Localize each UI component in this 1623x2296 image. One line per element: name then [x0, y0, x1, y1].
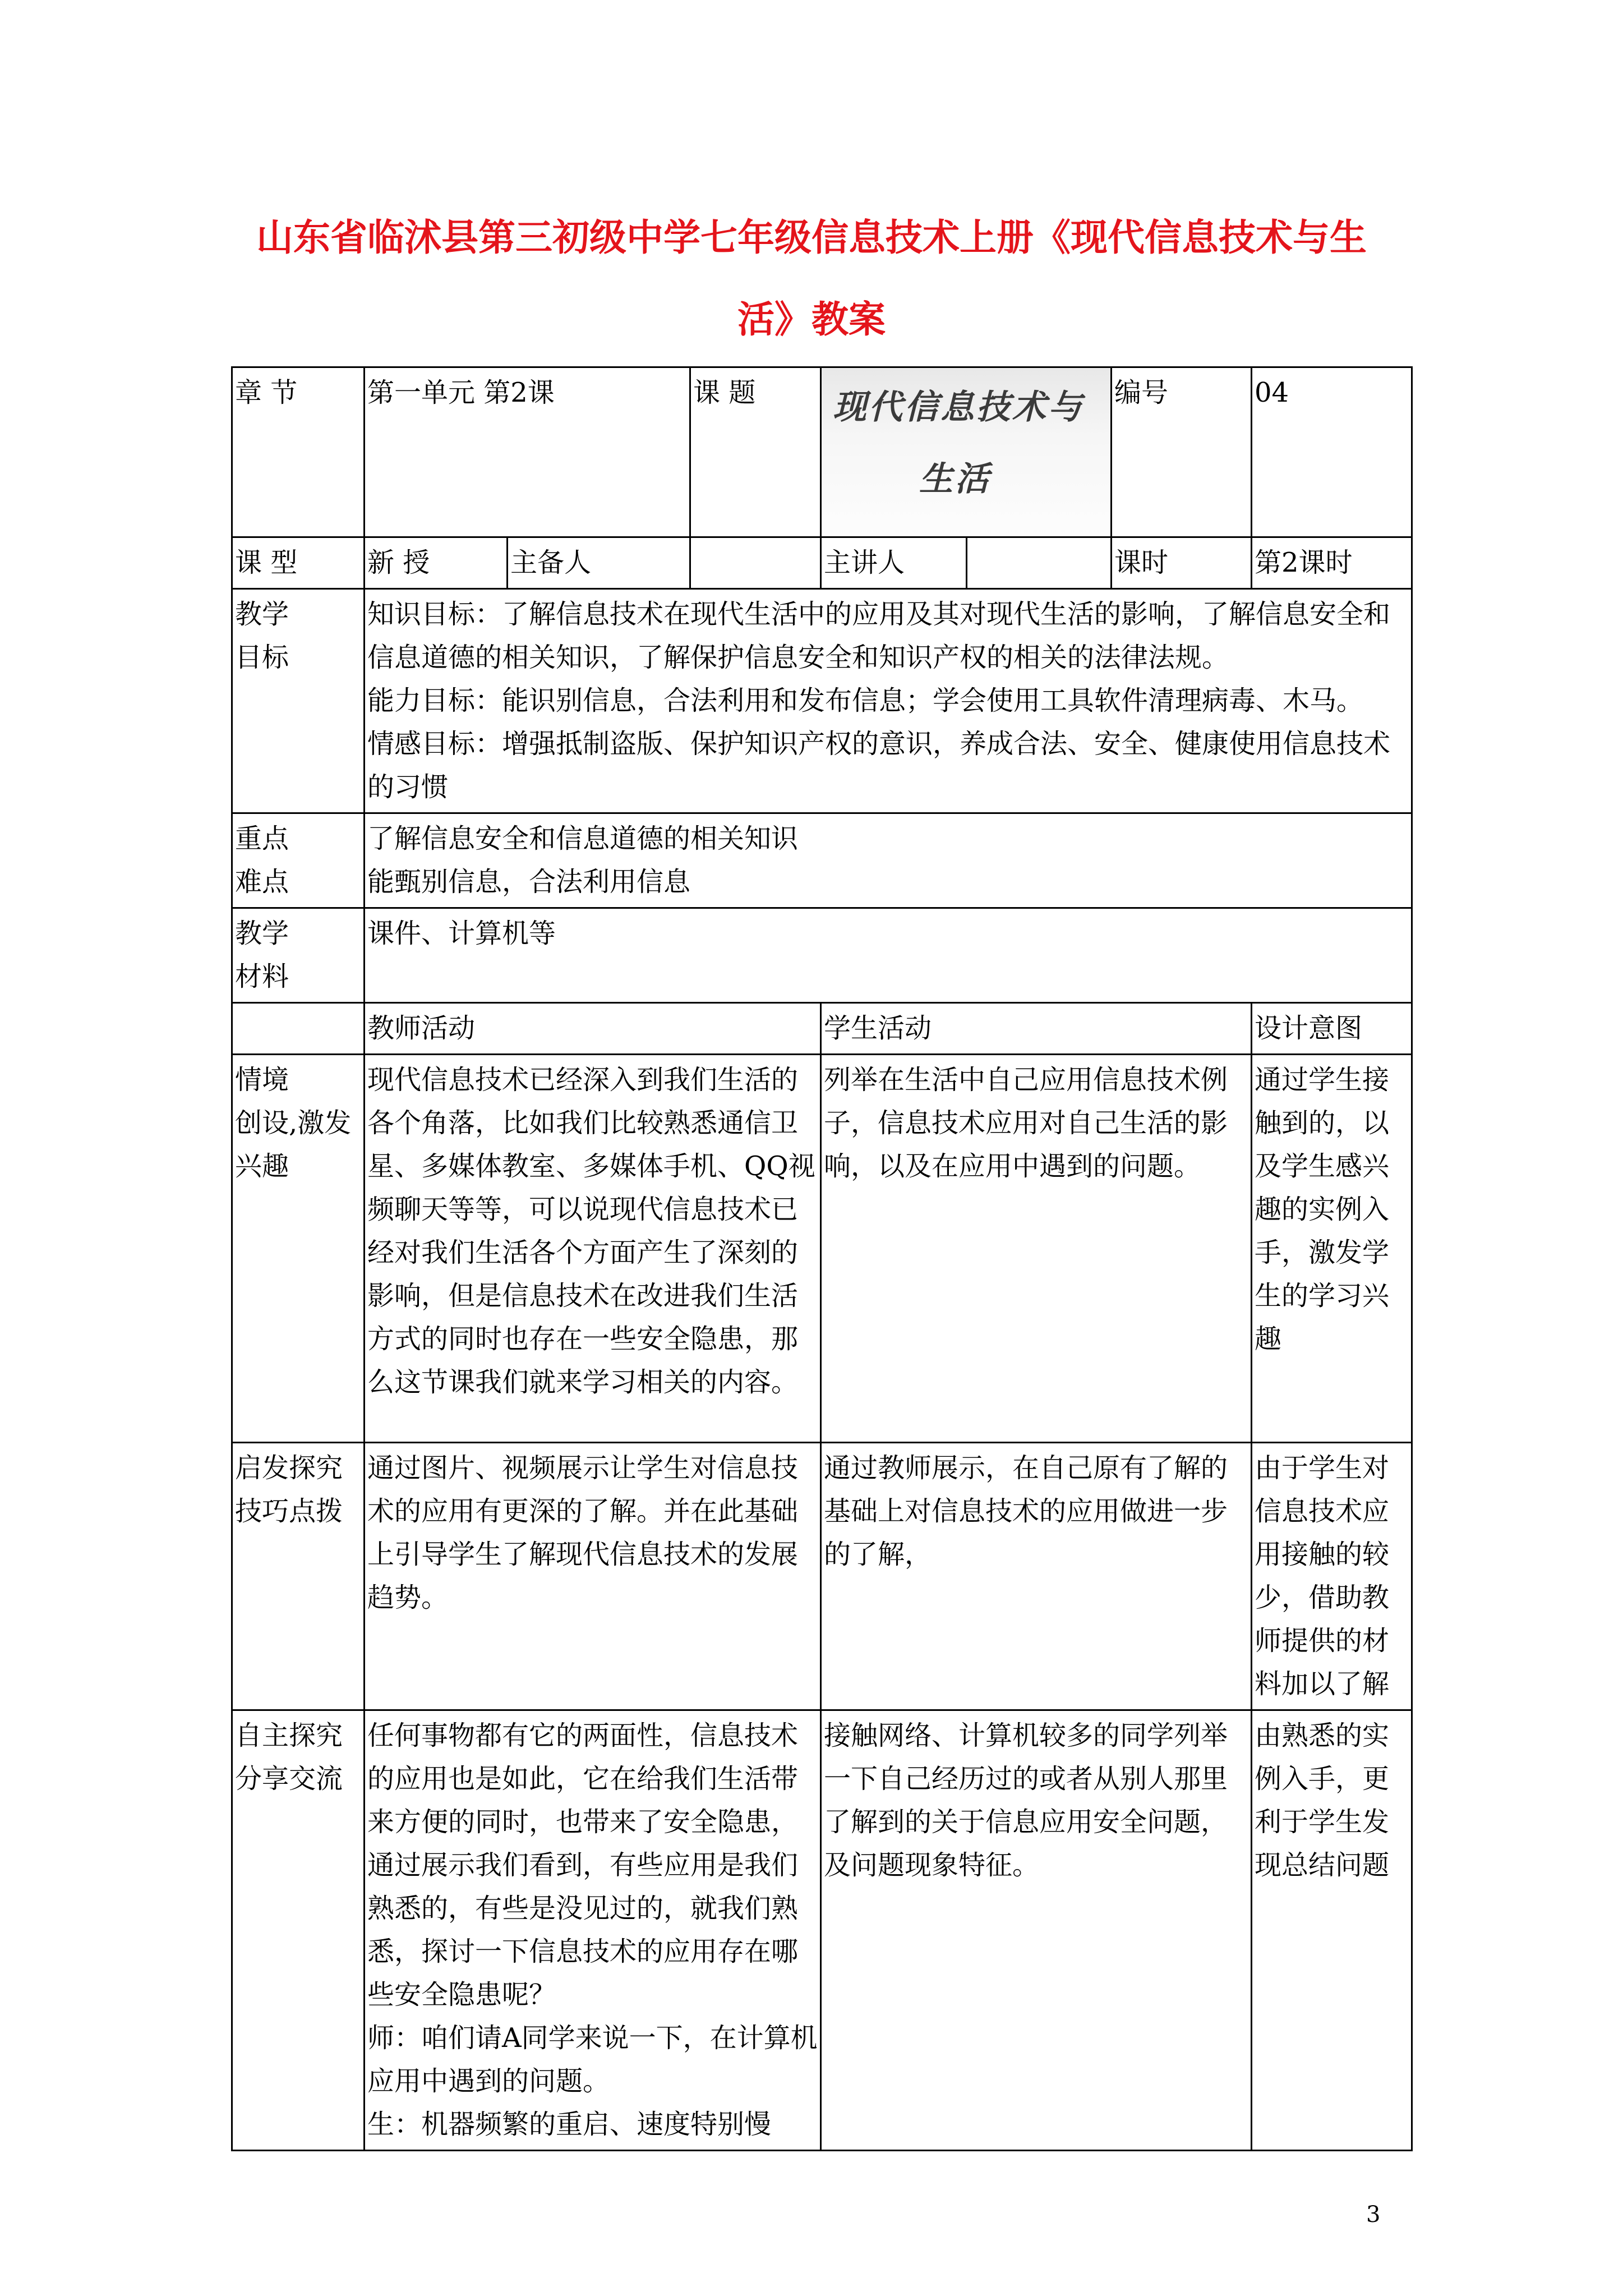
topic-value-line1: 现代信息技术与 — [833, 388, 1084, 427]
design-intent: 通过学生接触到的，以及学生感兴趣的实例入手，激发学生的学习兴趣 — [1252, 1055, 1412, 1443]
design-intent-header: 设计意图 — [1252, 1003, 1412, 1055]
type-label: 课 型 — [232, 537, 365, 589]
number-label: 编号 — [1112, 367, 1252, 537]
chapter-value: 第一单元 第2课 — [365, 367, 690, 537]
student-activity: 通过教师展示，在自己原有了解的基础上对信息技术的应用做进一步的了解， — [821, 1443, 1252, 1710]
activity-header-row — [232, 1003, 1412, 1055]
key-points-text: 了解信息安全和信息道德的相关知识 能甄别信息，合法利用信息 — [365, 813, 1412, 908]
phase-row — [232, 1055, 1412, 1443]
materials-row — [232, 908, 1412, 1003]
document-title-line1: 山东省临沭县第三初级中学七年级信息技术上册《现代信息技术与生 — [256, 215, 1367, 259]
topic-label: 课 题 — [690, 367, 821, 537]
student-activity-header: 学生活动 — [821, 1003, 1252, 1055]
header-row-chapter — [232, 367, 1412, 537]
key-points-label: 重点 难点 — [232, 813, 365, 908]
materials-text: 课件、计算机等 — [365, 908, 1412, 1003]
chapter-label: 章 节 — [232, 367, 365, 537]
phase-label: 启发探究 技巧点拨 — [232, 1443, 365, 1710]
lecturer-label: 主讲人 — [821, 537, 967, 589]
teacher-activity: 现代信息技术已经深入到我们生活的各个角落，比如我们比较熟悉通信卫星、多媒体教室、多媒体手机、QQ视频聊天等等，可以说现代信息技术已经对我们生活各个方面产生了深刻的影响，但是信息技术在改进我们生活方式的同时也存在一些安全隐患，那么这节课我们就来学习相关的内容。 — [365, 1055, 821, 1443]
goals-label: 教学 目标 — [232, 589, 365, 813]
student-activity: 列举在生活中自己应用信息技术例子，信息技术应用对自己生活的影响，以及在应用中遇到的问题。 — [821, 1055, 1252, 1443]
header-row-type — [232, 537, 1412, 589]
lecturer-value — [967, 537, 1112, 589]
design-intent: 由于学生对信息技术应用接触的较少，借助教师提供的材料加以了解 — [1252, 1443, 1412, 1710]
teacher-activity: 任何事物都有它的两面性，信息技术的应用也是如此，它在给我们生活带来方便的同时，也带来了安全隐患，通过展示我们看到，有些应用是我们熟悉的，有些是没见过的，就我们熟悉，探讨一下信息技术的应用存在哪些安全隐患呢？ 师：咱们请A同学来说一下，在计算机应用中遇到的问题。 生：机器频繁的重启、速度特别慢 — [365, 1710, 821, 2151]
number-value: 04 — [1252, 367, 1412, 537]
preparer-value — [690, 537, 821, 589]
teacher-activity: 通过图片、视频展示让学生对信息技术的应用有更深的了解。并在此基础上引导学生了解现代信息技术的发展趋势。 — [365, 1443, 821, 1710]
design-intent: 由熟悉的实例入手，更利于学生发现总结问题 — [1252, 1710, 1412, 2151]
materials-label: 教学 材料 — [232, 908, 365, 1003]
lesson-plan-table — [231, 366, 1413, 2151]
phase-row — [232, 1443, 1412, 1710]
preparer-label: 主备人 — [508, 537, 690, 589]
document-title-line2: 活》教案 — [737, 297, 886, 341]
activity-header-blank — [232, 1003, 365, 1055]
topic-value-line2: 生活 — [919, 459, 991, 499]
phase-label: 情境 创设,激发 兴趣 — [232, 1055, 365, 1443]
student-activity: 接触网络、计算机较多的同学列举一下自己经历过的或者从别人那里了解到的关于信息应用安全问题，及问题现象特征。 — [821, 1710, 1252, 2151]
topic-value — [821, 367, 1112, 537]
goals-text: 知识目标：了解信息技术在现代生活中的应用及其对现代生活的影响，了解信息安全和信息道德的相关知识，了解保护信息安全和知识产权的相关的法律法规。 能力目标：能识别信息，合法利用和发布信息；学会使用工具软件清理病毒、木马。 情感目标：增强抵制盗版、保护知识产权的意识，养成合法、安全、健康使用信息技术的习惯 — [365, 589, 1412, 813]
page-number: 3 — [1366, 2202, 1381, 2228]
type-value: 新 授 — [365, 537, 508, 589]
teacher-activity-header: 教师活动 — [365, 1003, 821, 1055]
period-label: 课时 — [1112, 537, 1252, 589]
period-value: 第2课时 — [1252, 537, 1412, 589]
goals-row — [232, 589, 1412, 813]
key-points-row — [232, 813, 1412, 908]
phase-row — [232, 1710, 1412, 2151]
phase-label: 自主探究 分享交流 — [232, 1710, 365, 2151]
